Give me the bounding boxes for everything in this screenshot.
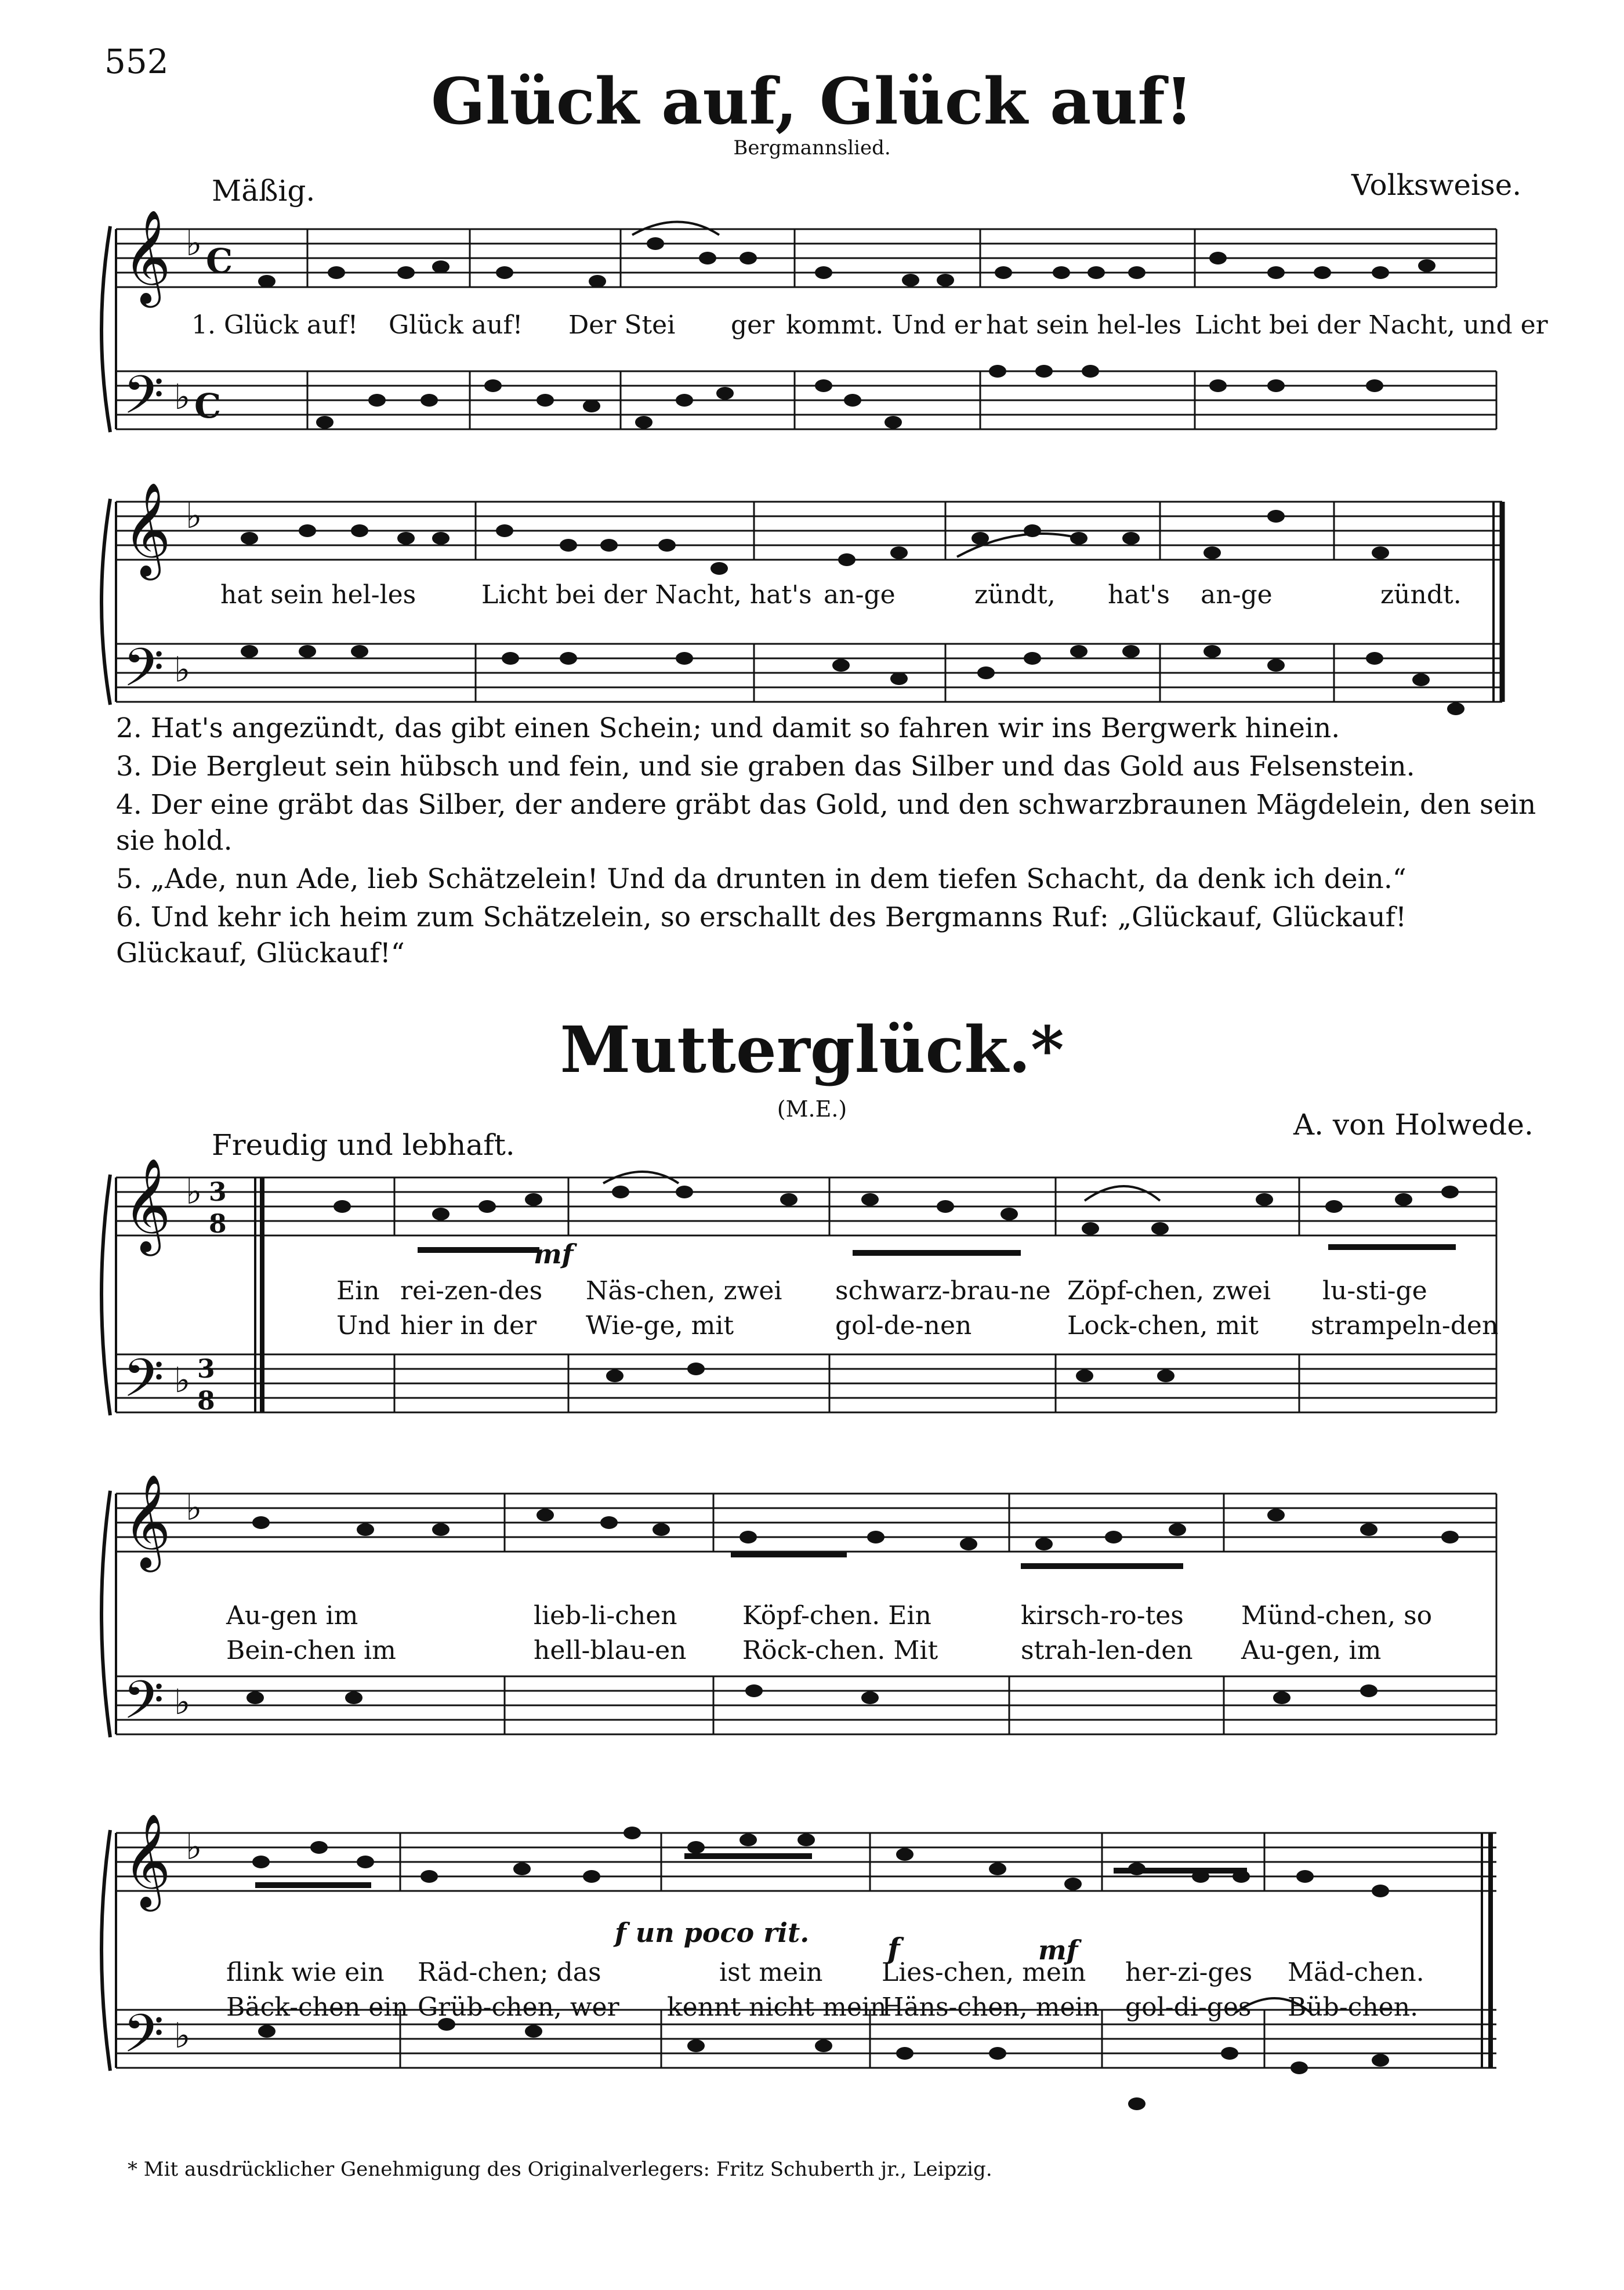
- lyric: kennt nicht mein: [667, 1992, 887, 2022]
- svg-text:3: 3: [209, 1177, 227, 1207]
- lyric: Und: [336, 1311, 391, 1340]
- svg-text:8: 8: [197, 1386, 215, 1416]
- lyric: Röck-chen. Mit: [742, 1636, 938, 1665]
- verse: 4. Der eine gräbt das Silber, der andere gräbt das Gold, und den schwarzbraunen Mägdelein, den sein sie hold.: [116, 789, 1536, 857]
- svg-text:C: C: [194, 386, 222, 426]
- verse: 5. „Ade, nun Ade, lieb Schätzelein! Und da drunten in dem tiefen Schacht, da denk ich dein.“: [116, 863, 1406, 895]
- lyric: Büb-chen.: [1288, 1992, 1419, 2022]
- lyric: schwarz-brau-ne: [835, 1276, 1051, 1306]
- lyric: kommt. Und er: [786, 310, 981, 340]
- lyric: Näs-chen, zwei: [586, 1276, 782, 1306]
- lyric: Licht bei der Nacht, und er: [1195, 310, 1548, 340]
- svg-text:𝄢: 𝄢: [123, 2003, 164, 2077]
- lyric: Au-gen, im: [1241, 1636, 1382, 1665]
- song1-title: Glück auf, Glück auf!: [431, 64, 1193, 139]
- song2-composer: A. von Holwede.: [1293, 1108, 1534, 1142]
- svg-text:♭: ♭: [174, 377, 191, 418]
- svg-text:𝄞: 𝄞: [123, 209, 171, 304]
- lyric: lieb-li-chen: [534, 1601, 677, 1630]
- lyric: Bäck-chen ein: [226, 1992, 408, 2022]
- lyric: Häns-chen, mein: [882, 1992, 1100, 2022]
- svg-text:C: C: [206, 241, 233, 281]
- lyric: strampeln-den: [1311, 1311, 1499, 1340]
- lyric: 1. Glück auf!: [191, 310, 358, 340]
- svg-text:𝄢: 𝄢: [123, 1347, 164, 1422]
- svg-text:♭: ♭: [186, 1827, 202, 1868]
- lyric: Au-gen im: [226, 1601, 358, 1630]
- page-number: 552: [104, 42, 169, 81]
- lyric: hat's: [1108, 580, 1170, 610]
- lyric: Mäd-chen.: [1288, 1958, 1424, 1987]
- song1-tempo: Mäßig.: [212, 174, 316, 208]
- lyric: flink wie ein: [226, 1958, 385, 1987]
- lyric: ist mein: [719, 1958, 823, 1987]
- svg-text:♭: ♭: [174, 1682, 191, 1723]
- lyric: Lies-chen, mein: [882, 1958, 1086, 1987]
- lyric: kirsch-ro-tes: [1021, 1601, 1184, 1630]
- lyric: an-ge: [824, 580, 896, 610]
- svg-text:𝄞: 𝄞: [123, 482, 171, 577]
- dynamic-mf: mf: [534, 1238, 574, 1270]
- svg-text:𝄞: 𝄞: [123, 1813, 171, 1908]
- lyric: Köpf-chen. Ein: [742, 1601, 931, 1630]
- lyric: gol-de-nen: [835, 1311, 972, 1340]
- lyric: Zöpf-chen, zwei: [1067, 1276, 1271, 1306]
- svg-text:♭: ♭: [186, 223, 202, 264]
- lyric: hat sein hel-les: [220, 580, 416, 610]
- lyric: zündt.: [1380, 580, 1462, 610]
- verse: 2. Hat's angezündt, das gibt einen Schein; und damit so fahren wir ins Bergwerk hinein.: [116, 712, 1340, 744]
- svg-text:♭: ♭: [186, 1488, 202, 1528]
- lyric: Lock-chen, mit: [1067, 1311, 1259, 1340]
- lyric: Räd-chen; das: [418, 1958, 601, 1987]
- song2-title: Mutterglück.*: [560, 1012, 1064, 1087]
- lyric: gol-di-ges: [1125, 1992, 1252, 2022]
- lyric: Bein-chen im: [226, 1636, 396, 1665]
- svg-text:𝄞: 𝄞: [123, 1158, 171, 1252]
- song1-subtitle: Bergmannslied.: [733, 136, 891, 160]
- verse: 6. Und kehr ich heim zum Schätzelein, so erschallt des Bergmanns Ruf: „Glückauf, Glückauf! Glückauf, Glückauf!“: [116, 901, 1406, 969]
- svg-text:𝄢: 𝄢: [123, 637, 164, 711]
- dynamic-f-poco-rit: f un poco rit.: [615, 1917, 810, 1948]
- svg-text:♭: ♭: [174, 2016, 191, 2056]
- song2-tempo: Freudig und lebhaft.: [212, 1128, 515, 1162]
- song1-composer: Volksweise.: [1351, 168, 1522, 202]
- verse: 3. Die Bergleut sein hübsch und fein, und sie graben das Silber und das Gold aus Felsenstein.: [116, 751, 1415, 782]
- lyric: her-zi-ges: [1125, 1958, 1253, 1987]
- lyric: zündt,: [974, 580, 1056, 610]
- svg-text:♭: ♭: [186, 496, 202, 537]
- lyric: an-ge: [1201, 580, 1273, 610]
- lyric: hier in der: [400, 1311, 537, 1340]
- song1-verses: [116, 711, 1537, 974]
- lyric: rei-zen-des: [400, 1276, 543, 1306]
- lyric: ger: [731, 310, 775, 340]
- lyric: Ein: [336, 1276, 380, 1306]
- svg-text:♭: ♭: [174, 1360, 191, 1401]
- svg-text:𝄞: 𝄞: [123, 1474, 171, 1568]
- svg-text:𝄢: 𝄢: [123, 1669, 164, 1744]
- lyric: Glück auf!: [389, 310, 523, 340]
- lyric: Wie-ge, mit: [586, 1311, 734, 1340]
- svg-text:8: 8: [209, 1209, 227, 1239]
- song2-subtitle: (M.E.): [777, 1096, 847, 1122]
- svg-text:3: 3: [197, 1354, 215, 1384]
- svg-text:♭: ♭: [186, 1172, 202, 1212]
- svg-text:♭: ♭: [174, 650, 191, 690]
- dynamic-mf: mf: [1038, 1934, 1078, 1966]
- lyric: strah-len-den: [1021, 1636, 1193, 1665]
- lyric: lu-sti-ge: [1322, 1276, 1427, 1306]
- svg-text:𝄢: 𝄢: [123, 364, 164, 439]
- lyric: Grüb-chen, wer: [418, 1992, 619, 2022]
- lyric: Münd-chen, so: [1241, 1601, 1433, 1630]
- lyric: hat sein hel-les: [986, 310, 1182, 340]
- lyric: Der Stei: [568, 310, 676, 340]
- lyric: hell-blau-en: [534, 1636, 687, 1665]
- lyric: Licht bei der Nacht, hat's: [481, 580, 812, 610]
- dynamic-f: f: [887, 1932, 900, 1966]
- footnote: * Mit ausdrücklicher Genehmigung des Originalverlegers: Fritz Schuberth jr., Leipzig.: [128, 2158, 992, 2181]
